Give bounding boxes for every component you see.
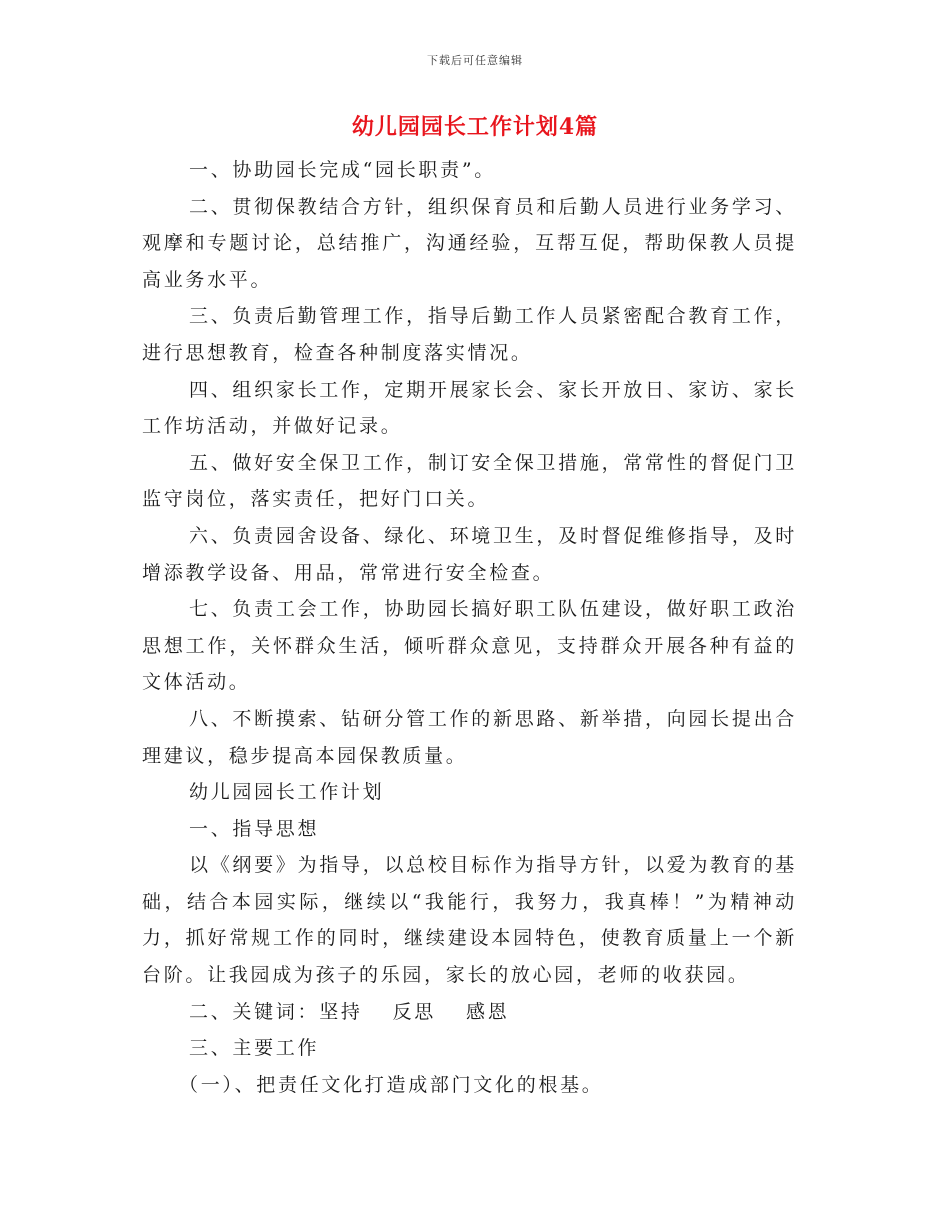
paragraph: 六、负责园舍设备、绿化、环境卫生，及时督促维修指导，及时增添教学设备、用品，常常进行安全检查。 bbox=[142, 524, 797, 584]
keyword: 坚持 bbox=[319, 1000, 363, 1023]
subsection-heading: 三、主要工作 bbox=[189, 1037, 320, 1060]
document-title: 幼儿园园长工作计划4篇 bbox=[351, 114, 599, 140]
paragraph: 五、做好安全保卫工作，制订安全保卫措施，常常性的督促门卫监守岗位，落实责任，把好门口关。 bbox=[142, 451, 797, 511]
subsection-heading: （一）、把责任文化打造成部门文化的根基。 bbox=[179, 1073, 604, 1096]
document-body bbox=[142, 152, 797, 1103]
paragraph: 八、不断摸索、钻研分管工作的新思路、新举措，向园长提出合理建议，稳步提高本园保教质量。 bbox=[142, 707, 797, 767]
keywords-label: 二、关键词： bbox=[189, 1000, 320, 1023]
section-heading: 幼儿园园长工作计划 bbox=[189, 781, 385, 804]
subsection-heading: 一、指导思想 bbox=[189, 817, 320, 840]
paragraph: 一、协助园长完成“园长职责”。 bbox=[189, 159, 496, 181]
paragraph: 四、组织家长工作，定期开展家长会、家长开放日、家访、家长工作坊活动，并做好记录。 bbox=[142, 378, 797, 438]
page-header: 下载后可任意编辑 bbox=[427, 54, 523, 67]
paragraph: 七、负责工会工作，协助园长搞好职工队伍建设，做好职工政治思想工作，关怀群众生活，倾听群众意见，支持群众开展各种有益的文体活动。 bbox=[142, 598, 797, 694]
paragraph: 以《纲要》为指导，以总校目标作为指导方针，以爱为教育的基础，结合本园实际，继续以“我能行，我努力，我真棒！”为精神动力，抓好常规工作的同时，继续建设本园特色，使教育质量上一个新台阶。让我园成为孩子的乐园，家长的放心园，老师的收获园。 bbox=[142, 854, 797, 987]
paragraph: 二、贯彻保教结合方针，组织保育员和后勤人员进行业务学习、观摩和专题讨论，总结推广，沟通经验，互帮互促，帮助保教人员提高业务水平。 bbox=[142, 195, 797, 291]
keywords-line bbox=[142, 994, 797, 1031]
keyword: 反思 bbox=[392, 1000, 437, 1023]
keyword: 感恩 bbox=[466, 1000, 510, 1023]
paragraph: 三、负责后勤管理工作，指导后勤工作人员紧密配合教育工作，进行思想教育，检查各种制度落实情况。 bbox=[142, 305, 797, 364]
